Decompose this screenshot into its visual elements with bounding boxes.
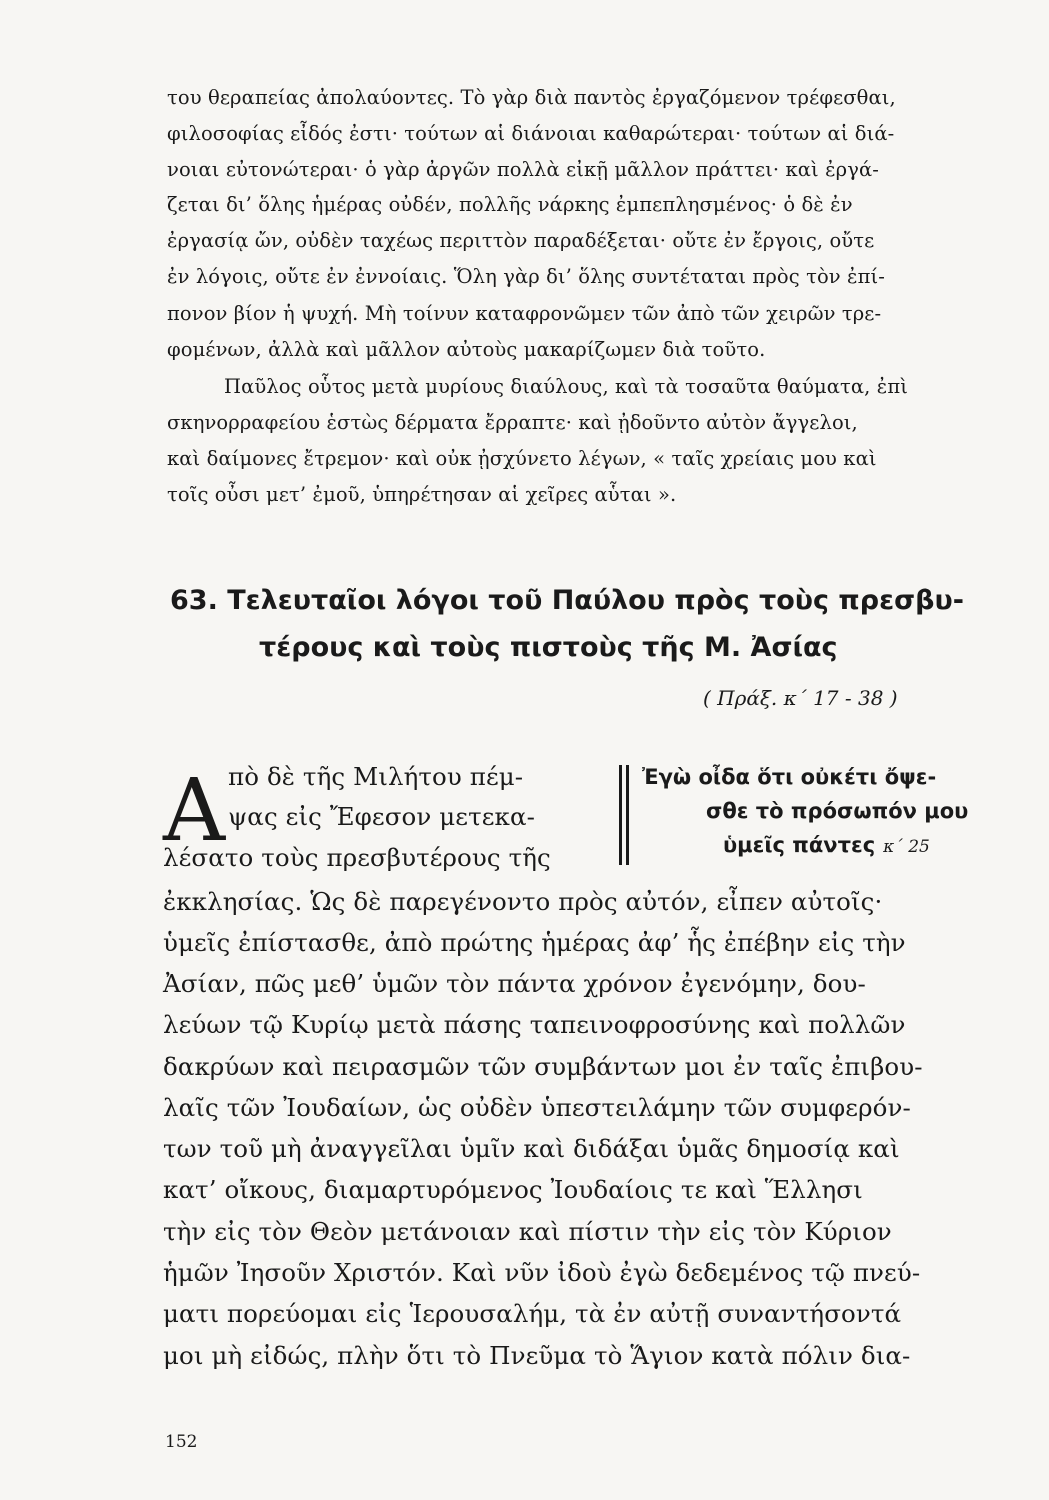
text-line: λέσατο τοὺς πρεσβυτέρους τῆς [163,843,551,872]
divider [626,765,629,865]
text-line: των τοῦ μὴ ἀναγγεῖλαι ὑμῖν καὶ διδάξαι ὑμᾶς δημοσίᾳ καὶ [163,1134,900,1163]
divider [619,765,622,865]
text-line: του θεραπείας ἀπολαύοντες. Τὸ γὰρ διὰ παντὸς ἐργαζόμενον τρέφεσθαι, [167,86,896,109]
text-line: ὑμεῖς ἐπίστασθε, ἀπὸ πρώτης ἡμέρας ἀφ’ ἧς ἐπέβην εἰς τὴν [163,928,906,957]
text-line: φιλοσοφίας εἶδός ἐστι· τούτων αἱ διάνοιαι καθαρώτεραι· τούτων αἱ διά- [167,122,895,145]
text-line: τὴν εἰς τὸν Θεὸν μετάνοιαν καὶ πίστιν τὴν εἰς τὸν Κύριον [163,1217,892,1246]
verse-number: κ΄ 25 [883,837,930,857]
text-line: σκηνορραφείου ἑστὼς δέρματα ἔρραπτε· καὶ ᾐδοῦντο αὐτὸν ἄγγελοι, [167,411,858,434]
text-line: τοῖς οὖσι μετ’ ἐμοῦ, ὑπηρέτησαν αἱ χεῖρες αὗται ». [167,483,677,506]
scripture-reference: ( Πράξ. κ΄ 17 - 38 ) [703,686,898,710]
sidebar-quote: Ἐγὼ οἶδα ὅτι οὐκέτι ὄψε- [642,765,937,789]
sidebar-quote [723,835,930,856]
text-line: λεύων τῷ Κυρίῳ μετὰ πάσης ταπεινοφροσύνης καὶ πολλῶν [163,1010,906,1039]
text-line: ἡμῶν Ἰησοῦν Χριστόν. Καὶ νῦν ἰδοὺ ἐγὼ δεδεμένος τῷ πνεύ- [163,1258,921,1287]
text-line: νοιαι εὐτονώτεραι· ὁ γὰρ ἀργῶν πολλὰ εἰκῇ μᾶλλον πράττει· καὶ ἐργά- [167,158,879,181]
text-line: ψας εἰς Ἔφεσον μετεκα- [228,802,535,831]
text-line: ἐκκλησίας. Ὡς δὲ παρεγένοντο πρὸς αὐτόν, εἶπεν αὐτοῖς· [163,887,883,916]
page-number: 152 [165,1432,198,1452]
text-line: λαῖς τῶν Ἰουδαίων, ὡς οὐδὲν ὑπεστειλάμην τῶν συμφερόν- [163,1093,911,1122]
text-line: Παῦλος οὗτος μετὰ μυρίους διαύλους, καὶ τὰ τοσαῦτα θαύματα, ἐπὶ [224,375,909,398]
text-line: ἐν λόγοις, οὔτε ἐν ἐννοίαις. Ὅλη γὰρ δι’ ὅλης συντέταται πρὸς τὸν ἐπί- [167,265,885,288]
text-line: ματι πορεύομαι εἰς Ἱερουσαλήμ, τὰ ἐν αὐτῇ συναντήσοντά [163,1299,902,1328]
text-line: ἐργασίᾳ ὤν, οὐδὲν ταχέως περιττὸν παραδέξεται· οὔτε ἐν ἔργοις, οὔτε [167,229,875,252]
drop-cap: Α [163,761,226,861]
text-line: πὸ δὲ τῆς Μιλήτου πέμ- [228,762,524,791]
sidebar-quote-text: ὑμεῖς πάντες [723,833,876,857]
text-line: Ἀσίαν, πῶς μεθ’ ὑμῶν τὸν πάντα χρόνον ἐγενόμην, δου- [163,969,866,998]
section-title: τέρους καὶ τοὺς πιστοὺς τῆς Μ. Ἀσίας [259,632,838,663]
sidebar-quote: σθε τὸ πρόσωπόν μου [706,799,969,823]
text-line: ζεται δι’ ὅλης ἡμέρας οὐδέν, πολλῆς νάρκης ἐμπεπλησμένος· ὁ δὲ ἐν [167,193,853,216]
text-line: κατ’ οἴκους, διαμαρτυρόμενος Ἰουδαίοις τε καὶ Ἕλλησι [163,1175,863,1204]
text-line: φομένων, ἀλλὰ καὶ μᾶλλον αὐτοὺς μακαρίζωμεν διὰ τοῦτο. [167,338,766,361]
text-line: μοι μὴ εἰδώς, πλὴν ὅτι τὸ Πνεῦμα τὸ Ἅγιον κατὰ πόλιν δια- [163,1341,911,1370]
text-line: πονον βίον ἡ ψυχή. Μὴ τοίνυν καταφρονῶμεν τῶν ἀπὸ τῶν χειρῶν τρε- [167,302,882,325]
text-line: καὶ δαίμονες ἔτρεμον· καὶ οὐκ ᾐσχύνετο λέγων, « ταῖς χρείαις μου καὶ [167,447,877,470]
text-line: δακρύων καὶ πειρασμῶν τῶν συμβάντων μοι ἐν ταῖς ἐπιβου- [163,1052,923,1081]
section-title: 63. Τελευταῖοι λόγοι τοῦ Παύλου πρὸς τοὺς πρεσβυ- [170,585,964,616]
